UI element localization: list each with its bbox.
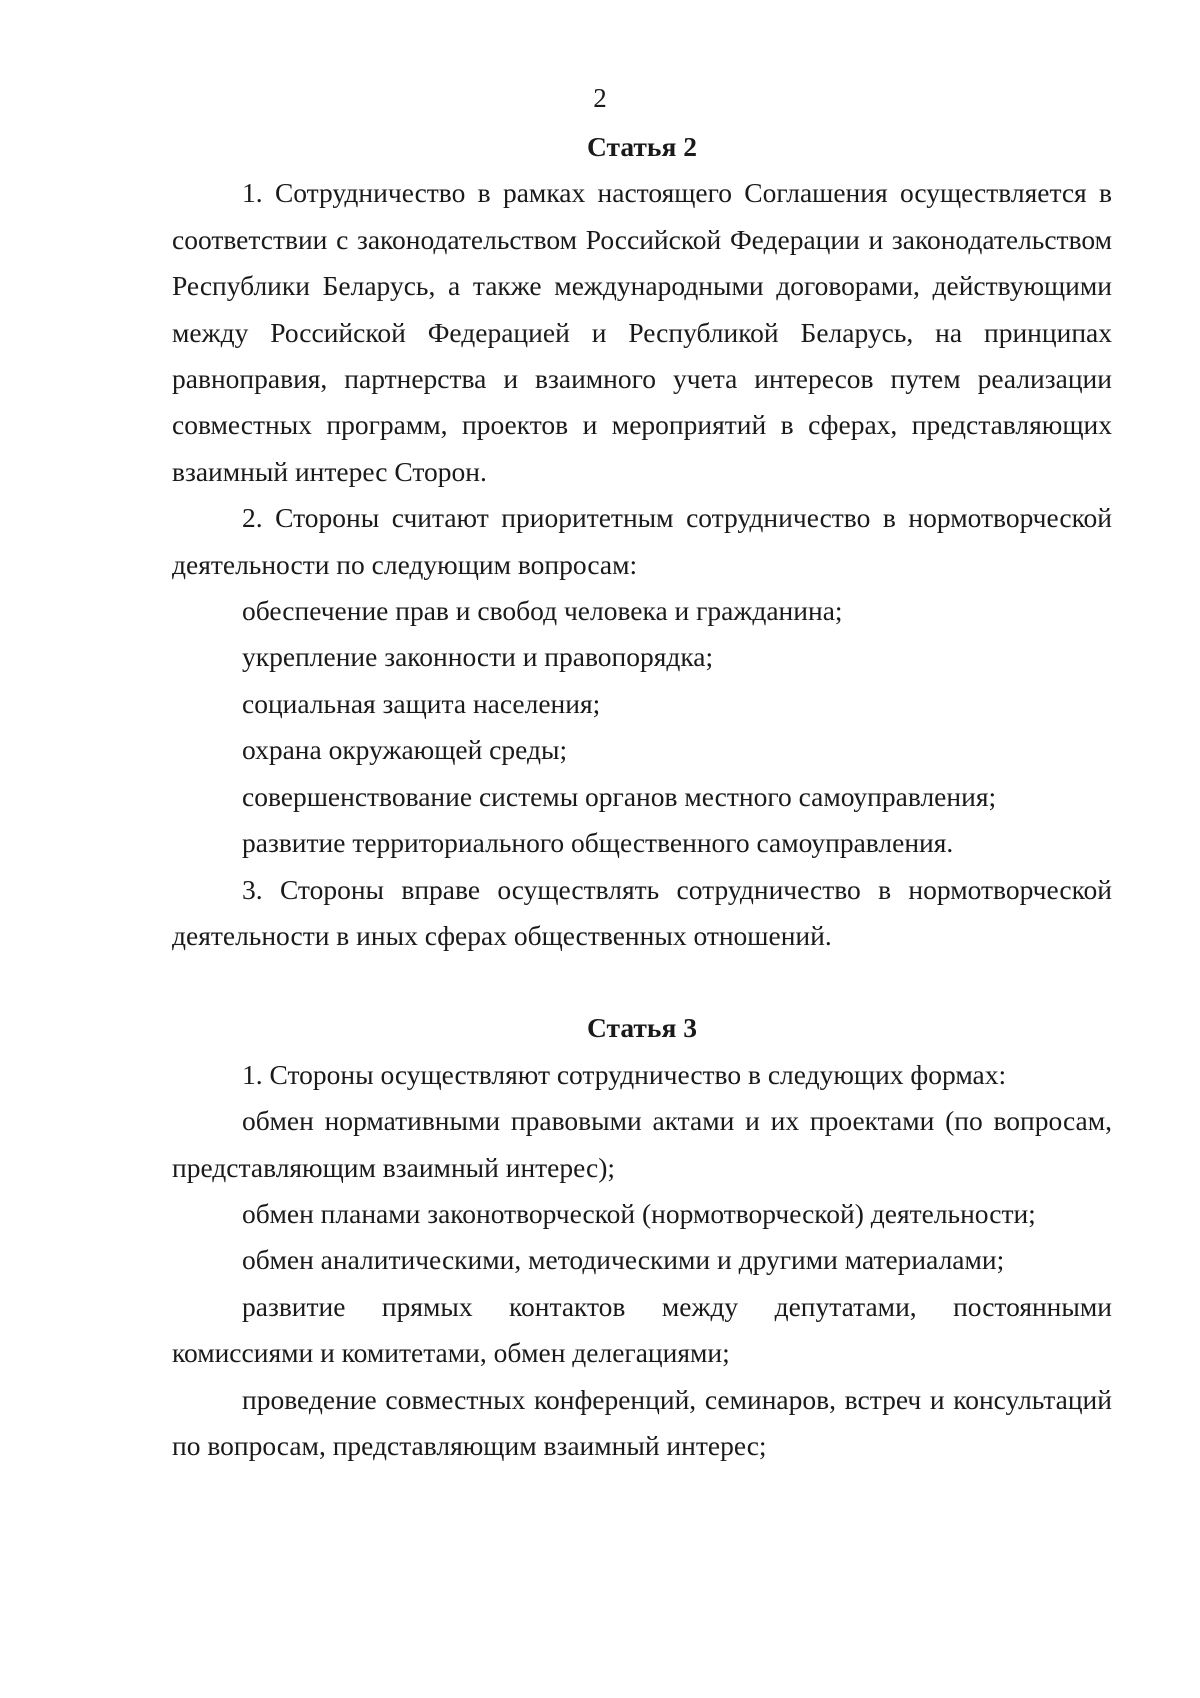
article-3-paragraph-1: 1. Стороны осуществляют сотрудничество в следующих формах: [242,1058,1007,1090]
article-2-title: Статья 2 [587,131,697,162]
list-item: охрана окружающей среды; [242,734,568,766]
list-item: развитие прямых контактов между депутатами, постоянными комиссиями и комитетами, обмен делегациями; [172,1290,1112,1369]
list-item: обмен нормативными правовыми актами и их проектами (по вопросам, представляющим взаимный интерес); [172,1105,1112,1183]
list-item: социальная защита населения; [242,687,601,719]
article-3-title: Статья 3 [587,1012,697,1044]
article-2-paragraph-1: 1. Сотрудничество в рамках настоящего Соглашения осуществляется в соответствии с законодательством Российской Федерации и законодательством Республики Беларусь, а также международными договорами, действующими между Российской Федерацией и Республикой Беларусь, на принципах равноправия, партнерства и взаимного учета интересов путем реализации совместных программ, проектов и мероприятий в сферах, представляющих взаимный интерес Сторон. [172,177,1112,487]
article-2-paragraph-2: 2. Стороны считают приоритетным сотрудничество в нормотворческой деятельности по следующим вопросам: [172,502,1112,580]
list-item: обмен планами законотворческой (нормотворческой) деятельности; [242,1197,1036,1229]
list-item: укрепление законности и правопорядка; [242,641,714,673]
list-item: обеспечение прав и свобод человека и гражданина; [242,595,843,627]
list-item: развитие территориального общественного самоуправления. [242,827,954,859]
document-body [172,124,1112,1469]
page-number: 2 [593,83,607,113]
list-item: совершенствование системы органов местного самоуправления; [242,780,997,812]
list-item: проведение совместных конференций, семинаров, встреч и консультаций по вопросам, представляющим взаимный интерес; [172,1383,1112,1461]
article-2-paragraph-3: 3. Стороны вправе осуществлять сотрудничество в нормотворческой деятельности в иных сферах общественных отношений. [172,873,1112,951]
list-item: обмен аналитическими, методическими и другими материалами; [242,1244,1005,1276]
